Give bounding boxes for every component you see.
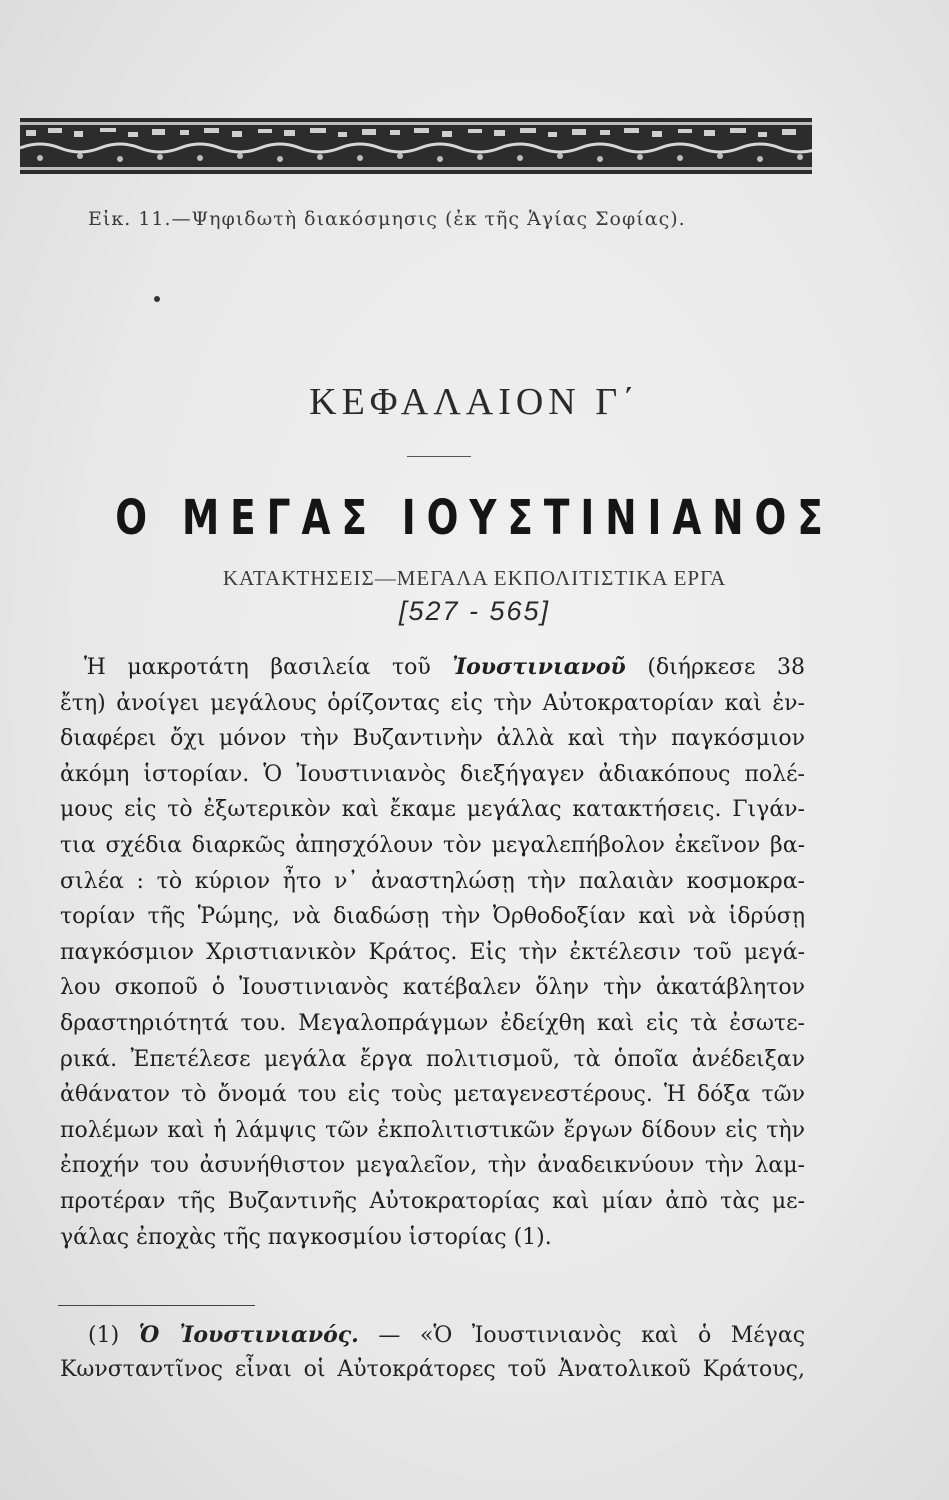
footnote-rule xyxy=(58,1305,255,1306)
chapter-subtitle: ΚΑΤΑΚΤΗΣΕΙΣ—ΜΕΓΑΛΑ ΕΚΠΟΛΙΤΙΣΤΙΚΑ ΕΡΓΑ xyxy=(222,566,727,590)
chapter-title: Ο ΜΕΓΑΣ ΙΟΥΣΤΙΝΙΑΝΟΣ xyxy=(115,490,834,546)
body-line: σιλέα : τὸ κύριον ἦτο ν᾽ ἀναστηλώσῃ τὴν παλαιὰν κοσμοκρα- xyxy=(60,868,805,894)
footnote-line xyxy=(60,1318,805,1353)
figure-caption: Εἰκ. 11.—Ψηφιδωτὴ διακόσμησις (ἐκ τῆς Ἁγίας Σοφίας). xyxy=(88,208,686,230)
divider xyxy=(407,456,471,457)
footnote-text: — «Ὁ Ἰουστινιανὸς καὶ ὁ Μέγας xyxy=(378,1323,806,1348)
body-line: ἐποχήν του ἀσυνήθιστον μεγαλεῖον, τὴν ἀναδεικνύουν τὴν λαμ- xyxy=(60,1153,805,1179)
body-line: μους εἰς τὸ ἐξωτερικὸν καὶ ἔκαμε μεγάλας κατακτήσεις. Γιγάν- xyxy=(60,797,805,823)
chapter-label: ΚΕΦΑΛΑΙΟΝ Γ΄ xyxy=(309,381,640,423)
body-line: ἔτη) ἀνοίγει μεγάλους ὁρίζοντας εἰς τὴν Αὐτοκρατορίαν καὶ ἐν- xyxy=(60,690,805,716)
mosaic-border-icon xyxy=(20,118,812,174)
body-line: ἀθάνατον τὸ ὄνομά του εἰς τοὺς μεταγενεστέρους. Ἡ δόξα τῶν xyxy=(60,1082,805,1108)
body-line: Ἡ μακροτάτη βασιλεία τοῦ Ἰουστινιανοῦ (διήρκεσε 38 xyxy=(84,654,805,680)
ink-dot xyxy=(154,296,160,302)
body-line: τορίαν τῆς Ῥώμης, νὰ διαδώσῃ τὴν Ὀρθοδοξίαν καὶ νὰ ἱδρύσῃ xyxy=(60,904,805,930)
body-line: γάλας ἐποχὰς τῆς παγκοσμίου ἱστορίας (1). xyxy=(60,1224,552,1250)
body-line: λου σκοποῦ ὁ Ἰουστινιανὸς κατέβαλεν ὅλην τὴν ἀκατάβλητον xyxy=(60,975,805,1001)
body-line: ρικά. Ἐπετέλεσε μεγάλα ἔργα πολιτισμοῦ, τὰ ὁποῖα ἀνέδειξαν xyxy=(60,1046,805,1072)
body-line: προτέραν τῆς Βυζαντινῆς Αὐτοκρατορίας καὶ μίαν ἀπὸ τὰς με- xyxy=(60,1188,805,1214)
body-line: δραστηριότητά του. Μεγαλοπράγμων ἐδείχθη καὶ εἰς τὰ ἐσωτε- xyxy=(60,1010,805,1036)
footnote-marker: (1) xyxy=(88,1323,120,1348)
footnote xyxy=(60,1318,805,1387)
chapter-dates: [527 - 565] xyxy=(398,596,551,626)
body-line: παγκόσμιον Χριστιανικὸν Κράτος. Εἰς τὴν ἐκτέλεσιν τοῦ μεγά- xyxy=(60,939,805,965)
body-line: διαφέρει ὄχι μόνον τὴν Βυζαντινὴν ἀλλὰ καὶ τὴν παγκόσμιον xyxy=(60,726,805,752)
body-paragraph xyxy=(60,650,805,1255)
body-line: τια σχέδια διαρκῶς ἀπησχόλουν τὸν μεγαλεπήβολον ἐκεῖνον βα- xyxy=(60,832,805,858)
footnote-heading: Ὁ Ἰουστινιανός. xyxy=(138,1322,359,1348)
body-line: ἀκόμη ἱστορίαν. Ὁ Ἰουστινιανὸς διεξήγαγεν ἀδιακόπους πολέ- xyxy=(60,761,805,787)
emphasized-name: Ἰουστινιανοῦ xyxy=(452,654,626,680)
body-line: πολέμων καὶ ἡ λάμψις τῶν ἐκπολιτιστικῶν ἔργων δίδουν εἰς τὴν xyxy=(60,1117,805,1143)
footnote-line: Κωνσταντῖνος εἶναι οἱ Αὐτοκράτορες τοῦ Ἀνατολικοῦ Κράτους, xyxy=(60,1357,805,1382)
